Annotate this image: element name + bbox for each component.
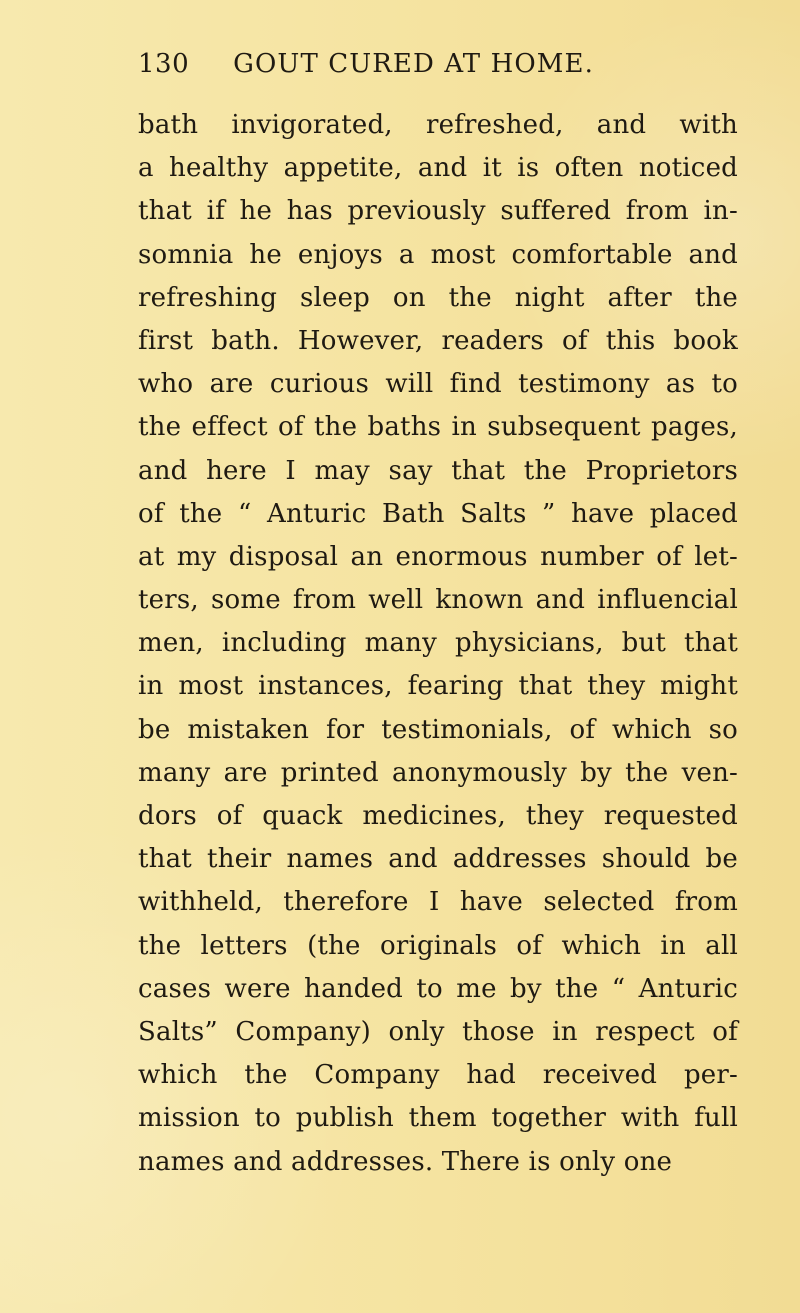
text-line: withheld, therefore I have selected from (138, 887, 738, 918)
text-line: be mistaken for testimonials, of which so (138, 714, 738, 745)
body-text (138, 104, 738, 1184)
text-line: bath invigorated, refreshed, and with (138, 110, 738, 140)
text-line: dors of quack medicines, they requested (138, 801, 738, 831)
text-line: men, including many physicians, but that (138, 628, 738, 659)
text-line: cases were handed to me by the “ Anturic (138, 973, 738, 1004)
page-number: 130 (138, 49, 190, 79)
text-line: the letters (the originals of which in all (138, 930, 738, 961)
page-header (138, 44, 658, 84)
text-line: that if he has previously suffered from in- (138, 196, 738, 227)
text-line: ters, some from well known and influencial (138, 585, 738, 616)
text-line: somnia he enjoys a most comfortable and (138, 239, 738, 270)
text-line: mission to publish them together with full (138, 1103, 738, 1134)
text-line: which the Company had received per- (138, 1060, 738, 1091)
text-line: that their names and addresses should be (138, 844, 738, 875)
text-line: many are printed anonymously by the ven- (138, 757, 738, 788)
text-line: a healthy appetite, and it is often noticed (138, 153, 738, 184)
text-line: names and addresses. There is only one (138, 1146, 673, 1177)
text-line: in most instances, fearing that they might (138, 671, 738, 702)
text-line: first bath. However, readers of this book (138, 325, 738, 356)
text-line: who are curious will find testimony as to (138, 369, 738, 400)
text-line: refreshing sleep on the night after the (138, 282, 738, 313)
running-head: GOUT CURED AT HOME. (233, 49, 594, 79)
text-line: at my disposal an enormous number of let- (138, 541, 738, 572)
text-line: of the “ Anturic Bath Salts ” have placed (138, 498, 738, 529)
text-line: and here I may say that the Proprietors (138, 455, 738, 486)
text-line: the effect of the baths in subsequent pages, (138, 412, 738, 443)
text-line: Salts” Company) only those in respect of (138, 1016, 738, 1047)
